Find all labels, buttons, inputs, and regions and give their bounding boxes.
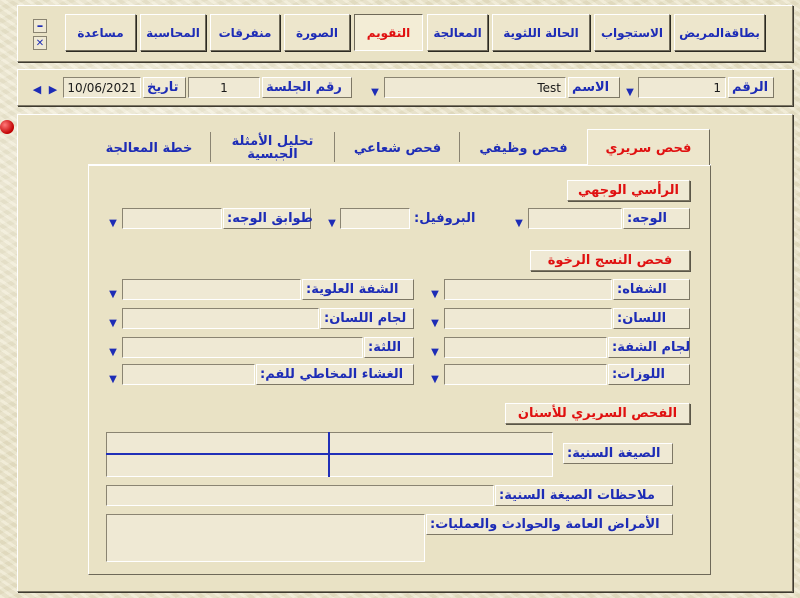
tongue-frenum-field[interactable]	[122, 308, 319, 329]
interrogation-button[interactable]: الاستجواب	[594, 14, 670, 51]
upper-lip-label: الشفة العلوية:	[302, 279, 414, 300]
help-button[interactable]: مساعدة	[65, 14, 136, 51]
miscellaneous-button[interactable]: منفرقات	[210, 14, 280, 51]
lip-frenum-label: لجام الشفة:	[608, 337, 690, 358]
lip-frenum-field[interactable]	[444, 337, 607, 358]
lips-field[interactable]	[444, 279, 612, 300]
oral-mucosa-dropdown-icon[interactable]: ▼	[109, 374, 117, 385]
tab-clinical-exam[interactable]: فحص سريري	[587, 129, 710, 166]
name-field[interactable]: Test	[384, 77, 566, 98]
periodontal-status-button[interactable]: الحالة اللثوية	[492, 14, 590, 51]
face-dropdown-icon[interactable]: ▼	[515, 218, 523, 229]
tab-treatment-plan[interactable]: خطة المعالجة	[105, 140, 193, 156]
tab-functional-exam[interactable]: فحص وظيفي	[479, 140, 568, 156]
patient-card-button[interactable]: بطاقةالمريض	[674, 14, 765, 51]
number-field[interactable]: 1	[638, 77, 726, 98]
face-levels-dropdown-icon[interactable]: ▼	[109, 218, 117, 229]
tab-divider	[459, 132, 460, 162]
tab-divider	[334, 132, 335, 162]
session-number-label: رقم الجلسة	[262, 77, 352, 98]
image-button[interactable]: الصورة	[284, 14, 350, 51]
oral-mucosa-label: الغشاء المخاطي للفم:	[256, 364, 414, 385]
next-arrow-icon[interactable]: ▶	[48, 82, 58, 96]
profile-field[interactable]	[340, 208, 410, 229]
upper-lip-field[interactable]	[122, 279, 301, 300]
facial-section-header: الرأسي الوجهي	[567, 180, 690, 201]
dental-section-header: الفحص السريري للأسنان	[505, 403, 690, 424]
lip-frenum-dropdown-icon[interactable]: ▼	[431, 347, 439, 358]
tongue-frenum-label: لجام اللسان:	[320, 308, 414, 329]
profile-dropdown-icon[interactable]: ▼	[328, 218, 336, 229]
face-field[interactable]	[528, 208, 622, 229]
tongue-field[interactable]	[444, 308, 612, 329]
general-diseases-field[interactable]	[106, 514, 425, 562]
face-levels-field[interactable]	[122, 208, 222, 229]
dental-formula-label: الصيغة السنية:	[563, 443, 673, 464]
formula-notes-label: ملاحظات الصيغة السنية:	[495, 485, 673, 506]
face-levels-label: طوابق الوجه:	[223, 208, 311, 229]
profile-label: البروفيل:	[414, 211, 476, 226]
name-label: الاسم	[568, 77, 620, 98]
tonsils-field[interactable]	[444, 364, 607, 385]
date-label: تاريخ	[143, 77, 186, 98]
lips-dropdown-icon[interactable]: ▼	[431, 289, 439, 300]
tab-radiographic-exam[interactable]: فحص شعاعي	[353, 140, 442, 156]
session-number-field[interactable]: 1	[188, 77, 260, 98]
treatment-button[interactable]: المعالجة	[427, 14, 488, 51]
red-marker-icon	[0, 120, 14, 134]
tonsils-dropdown-icon[interactable]: ▼	[431, 374, 439, 385]
accounting-button[interactable]: المحاسبة	[140, 14, 206, 51]
gum-label: اللثة:	[364, 337, 414, 358]
gum-dropdown-icon[interactable]: ▼	[109, 347, 117, 358]
minimize-button[interactable]: –	[33, 19, 47, 33]
lips-label: الشفاه:	[613, 279, 690, 300]
tongue-label: اللسان:	[613, 308, 690, 329]
date-field[interactable]: 10/06/2021	[63, 77, 141, 98]
orthodontics-button[interactable]: التقويم	[354, 14, 423, 51]
tonsils-label: اللوزات:	[608, 364, 690, 385]
close-icon[interactable]: ✕	[33, 36, 47, 50]
dental-formula-vline	[328, 432, 330, 477]
gum-field[interactable]	[122, 337, 363, 358]
prev-arrow-icon[interactable]: ◀	[32, 82, 42, 96]
upper-lip-dropdown-icon[interactable]: ▼	[109, 289, 117, 300]
tab-cast-analysis[interactable]: تحليل الأمثلة الجبسية	[231, 134, 314, 162]
general-diseases-label: الأمراض العامة والحوادث والعمليات:	[426, 514, 673, 535]
tongue-dropdown-icon[interactable]: ▼	[431, 318, 439, 329]
tab-divider	[210, 132, 211, 162]
formula-notes-field[interactable]	[106, 485, 494, 506]
tongue-frenum-dropdown-icon[interactable]: ▼	[109, 318, 117, 329]
face-label: الوجه:	[623, 208, 690, 229]
name-dropdown-icon[interactable]: ▼	[371, 87, 379, 98]
oral-mucosa-field[interactable]	[122, 364, 255, 385]
number-label: الرقم	[728, 77, 774, 98]
soft-tissue-section-header: فحص النسج الرخوة	[530, 250, 690, 271]
number-dropdown-icon[interactable]: ▼	[626, 87, 634, 98]
